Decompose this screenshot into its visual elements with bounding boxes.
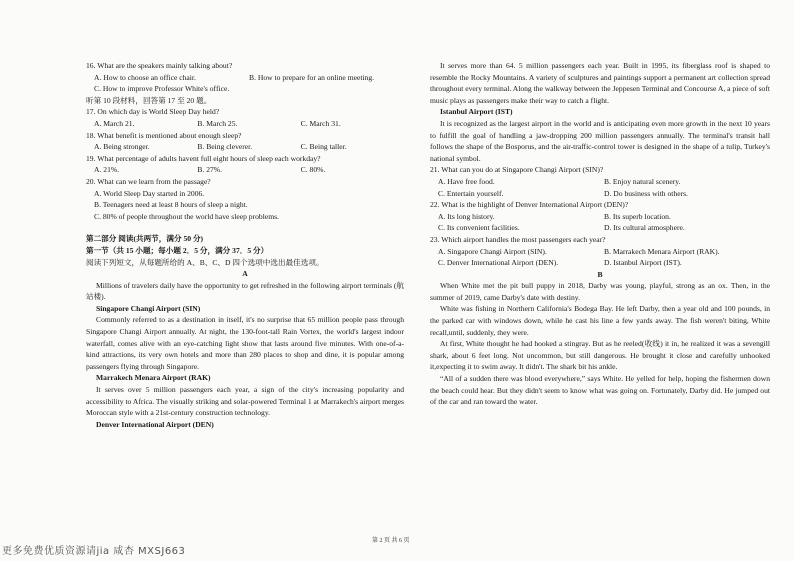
q23-options-row2	[430, 257, 770, 269]
q22-option-c: C. Its convenient facilities.	[438, 223, 520, 233]
q23-option-a: A. Singapore Changi Airport (SIN).	[438, 246, 547, 256]
q20-option-c: C. 80% of people throughout the world have sleep problems.	[94, 211, 279, 221]
passage-b-label: B	[597, 269, 603, 279]
q21-option-c: C. Entertain yourself.	[438, 188, 504, 198]
q22-options-row1	[430, 211, 770, 223]
q22-options-row2	[430, 222, 770, 234]
q19-option-a: A. 21%.	[94, 165, 120, 175]
page-number: 第 2 页 共 6 页	[372, 538, 410, 544]
q17-option-a: A. March 21.	[94, 118, 135, 128]
q16-option-b: B. How to prepare for an online meeting.	[249, 72, 375, 82]
q21-option-d: D. Do business with others.	[604, 188, 688, 198]
q22-stem: 22. What is the highlight of Denver International Airport (DEN)?	[430, 200, 629, 210]
listen-intro: 听第 10 段材料，回答第 17 至 20 题。	[86, 95, 212, 105]
passage-b-paragraph-4: “All of a sudden there was blood everywhere,” says White. He yelled for help, hoping the fishermen down the beach could hear. But they didn't seem to know what was going on. Fortunately, Darby did. He jumped out of the car and ran toward the water.	[430, 374, 770, 407]
watermark-text: 更多免费优质资源请jia 咸杏 MXSJ663	[2, 546, 186, 557]
den-paragraph: It serves more than 64. 5 million passengers each year. Built in 1995, its fiberglass roof is shaped to resemble the Rocky Mountains. A variety of sculptures and paintings support a permanent art collection spread throughout every terminal. Along the walkway between the Jeppesen Terminal and Concourse A, a piece of soft music plays as passengers make their way to catch a flight.	[430, 61, 770, 105]
q17-options	[86, 118, 404, 130]
section1-title: 第一节（共 15 小题；每小题 2．5 分，满分 37．5 分）	[86, 245, 269, 255]
ist-paragraph: It is recognized as the largest airport in the world and is anticipating even more growth in the next 10 years to fulfill the goal of handling a jaw-dropping 200 million passengers annually. The terminal's transit hall follows the shape of the Bosporus, and the air-traffic-control tower is designed in the shape of a tulip, Turkey's national symbol.	[430, 118, 770, 163]
rak-paragraph: It serves over 5 million passengers each year, a sign of the city's increasing popularity and accessibility to Africa. The visually striking and solar-powered Terminal 1 at Marrakech's airport merges Moroccan style with a 21st-century construction technology.	[86, 385, 404, 418]
q21-options-row1	[430, 176, 770, 188]
passage-b-paragraph-1: When White met the pit bull puppy in 2018, Darby was young, playful, strong as an ox. Then, in the summer of 2019, came Darby's date with destiny.	[430, 281, 770, 302]
section1-instructions: 阅读下列短文，从每题所给的 A、B、C、D 四个选项中选出最佳选项。	[86, 257, 324, 267]
part2-title: 第二部分 阅读(共两节，满分 50 分)	[86, 234, 204, 244]
q16-option-c: C. How to improve Professor White's office.	[94, 84, 230, 94]
q19-option-c: C. 80%.	[300, 165, 326, 175]
den-heading: Denver International Airport (DEN)	[96, 419, 214, 429]
q17-option-b: B. March 25.	[197, 118, 238, 128]
q18-option-c: C. Being taller.	[300, 142, 347, 152]
q23-option-b: B. Marrakech Menara Airport (RAK).	[604, 246, 720, 256]
q22-option-a: A. Its long history.	[438, 211, 495, 221]
sin-paragraph: Commonly referred to as a destination in itself, it's no surprise that 65 million people pass through Singapore Changi Airport annually. At night, the 130-foot-tall Rain Vortex, the world's largest indoor waterfall, comes alive with an eye-catching light show that lasts around five minutes. With one-of-a-kind attractions, its very own hotels and more than 280 places to shop and dine, it is popular among passengers flying through Singapore.	[86, 315, 404, 371]
q18-option-a: A. Being stronger.	[94, 142, 150, 152]
q19-options	[86, 164, 404, 176]
passage-b-paragraph-3: At first, White thought he had hooked a stingray. But as he reeled(收线) it in, he realized it was a sevengill shark, about 6 feet long. Not uncommon, but still dangerous. He brought it close and carefully unhooked it,expecting it to swim away. It didn't. The shark bit his ankle.	[430, 339, 770, 372]
q23-option-c: C. Denver International Airport (DEN).	[438, 258, 559, 268]
q21-stem: 21. What can you do at Singapore Changi Airport (SIN)?	[430, 165, 604, 175]
q21-option-a: A. Have free food.	[438, 176, 495, 186]
passage-a-label: A	[242, 269, 248, 279]
q17-stem: 17. On which day is World Sleep Day held?	[86, 107, 220, 117]
q23-stem: 23. Which airport handles the most passengers each year?	[430, 234, 606, 244]
rak-heading: Marrakech Menara Airport (RAK)	[96, 373, 211, 383]
q20-option-b: B. Teenagers need at least 8 hours of sleep a night.	[94, 200, 248, 210]
left-column	[86, 60, 404, 430]
q21-option-b: B. Enjoy natural scenery.	[604, 176, 681, 186]
q17-option-c: C. March 31.	[300, 118, 341, 128]
q19-option-b: B. 27%.	[197, 165, 223, 175]
q20-stem: 20. What can we learn from the passage?	[86, 176, 211, 186]
q16-stem: 16. What are the speakers mainly talking about?	[86, 61, 233, 70]
q23-option-d: D. Istanbul Airport (IST).	[604, 258, 682, 268]
q23-options-row1	[430, 246, 770, 258]
q19-stem: 19. What percentage of adults havent full eight hours of sleep each workday?	[86, 153, 321, 163]
ist-heading: Istanbul Airport (IST)	[440, 107, 513, 117]
right-column	[430, 60, 770, 408]
q22-option-d: D. Its cultural atmosphere.	[604, 223, 685, 233]
q18-option-b: B. Being cleverer.	[197, 142, 253, 152]
q18-options	[86, 141, 404, 153]
sin-heading: Singapore Changi Airport (SIN)	[96, 303, 201, 313]
q20-option-a: A. World Sleep Day started in 2006.	[94, 188, 205, 198]
q16-options-row1	[86, 72, 404, 84]
q18-stem: 18. What benefit is mentioned about enough sleep?	[86, 130, 242, 140]
passage-b-paragraph-2: White was fishing in Northern California's Bodega Bay. He left Darby, then a year old and 100 pounds, in the parked car with windows down, while he cast his line a few yards away. The fish weren't biting, White recall,until, suddenly, they were.	[430, 304, 770, 337]
passage-a-intro: Millions of travelers daily have the opportunity to get refreshed in the following airport terminals (航站楼).	[86, 280, 404, 302]
q21-options-row2	[430, 188, 770, 200]
q22-option-b: B. Its superb location.	[604, 211, 671, 221]
q16-option-a: A. How to choose an office chair.	[94, 72, 196, 82]
